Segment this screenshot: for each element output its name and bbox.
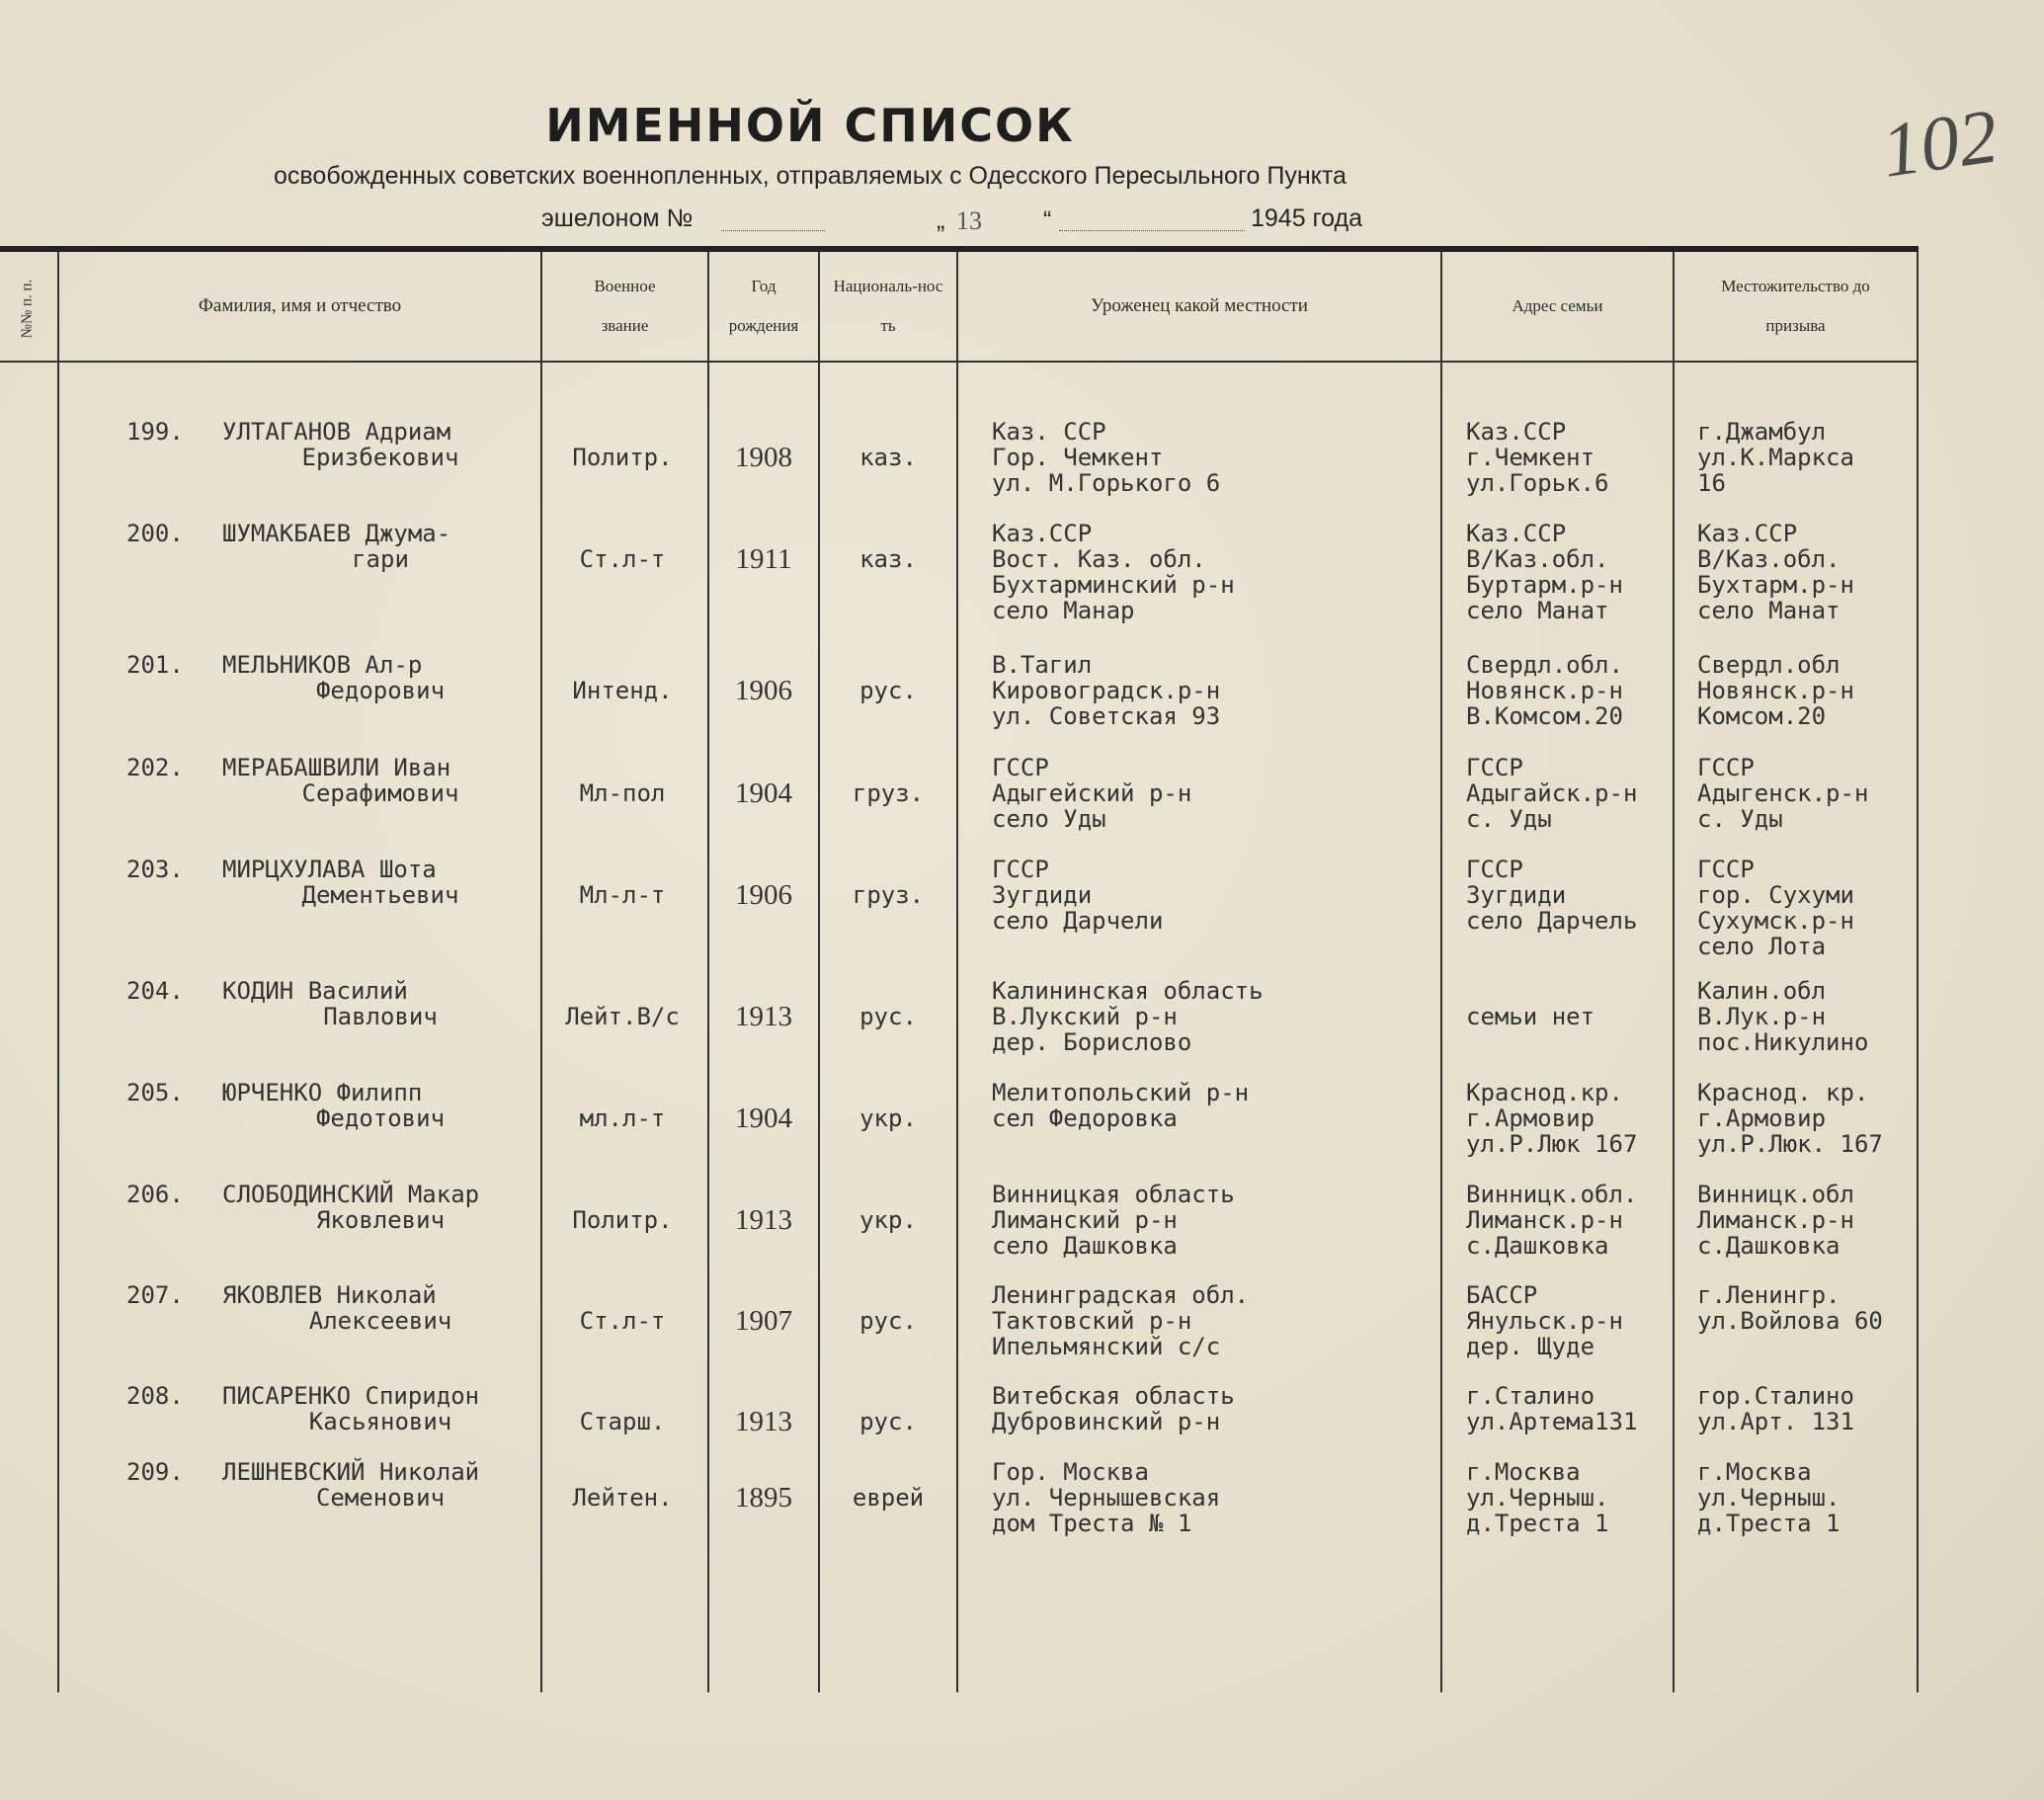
nationality: рус. (859, 677, 917, 704)
patronymic: Алексеевич (308, 1307, 452, 1335)
table-row (0, 978, 1919, 1077)
family-address-line: Янульск.р-н (1466, 1307, 1623, 1335)
birthplace-line: Калининская область (992, 977, 1264, 1005)
residence-line: ГССР (1697, 754, 1755, 781)
family-address-line: село Дарчель (1466, 907, 1638, 935)
family-address-line: с. Уды (1466, 805, 1552, 833)
patronymic: Касьянович (308, 1408, 452, 1435)
residence (1697, 521, 1854, 623)
row-number: 207. (126, 1281, 184, 1309)
surname-name: УЛТАГАНОВ Адриам (222, 418, 451, 446)
header-residence: Местожительство до призыва (1721, 277, 1870, 335)
family-address-line: В/Каз.обл. (1466, 545, 1609, 573)
residence-line: В.Лук.р-н (1697, 1003, 1827, 1030)
table-row (0, 755, 1919, 854)
family-address (1466, 978, 1594, 1029)
birthplace-line: Дубровинский р-н (992, 1408, 1221, 1435)
residence-line: село Манат (1697, 597, 1840, 624)
family-address-line: с.Дашковка (1466, 1232, 1609, 1260)
residence-line: В/Каз.обл. (1697, 545, 1840, 573)
patronymic: Федотович (315, 1105, 446, 1132)
family-address (1466, 1383, 1637, 1434)
birthplace-line: дом Треста № 1 (992, 1510, 1192, 1537)
surname-name: ЮРЧЕНКО Филипп (222, 1079, 423, 1106)
birthplace-line: ул. Чернышевская (992, 1484, 1221, 1512)
family-address-line: г.Чемкент (1466, 444, 1595, 471)
header-birthplace: Уроженец какой местности (1091, 295, 1308, 316)
residence-line: Свердл.обл (1697, 651, 1840, 679)
residence (1697, 978, 1868, 1055)
residence (1697, 1080, 1883, 1157)
military-rank: Ст.л-т (579, 545, 666, 573)
family-address (1466, 1080, 1637, 1157)
residence-line: ул.Арт. 131 (1697, 1408, 1854, 1435)
row-number: 200. (126, 520, 184, 547)
quote-open: „ (937, 206, 945, 234)
residence-line: с. Уды (1697, 805, 1783, 833)
birth-year: 1906 (735, 675, 792, 706)
residence-line: пос.Никулино (1697, 1028, 1869, 1056)
birthplace-line: Кировоградск.р-н (992, 677, 1221, 704)
residence-line: 16 (1697, 469, 1726, 497)
patronymic: гари (352, 545, 409, 573)
birthplace-line: ул. Советская 93 (992, 702, 1221, 730)
residence (1697, 1383, 1854, 1434)
birthplace-line: Вост. Каз. обл. (992, 545, 1206, 573)
birthplace (992, 755, 1191, 832)
residence-line: г.Москва (1697, 1458, 1812, 1486)
residence-line: ул.Войлова 60 (1697, 1307, 1883, 1335)
row-number: 205. (126, 1079, 184, 1106)
surname-name: СЛОБОДИНСКИЙ Макар (222, 1181, 480, 1208)
patronymic: Федорович (315, 677, 446, 704)
family-address-line: ГССР (1466, 754, 1523, 781)
row-number: 202. (126, 754, 184, 781)
birth-year: 1895 (735, 1482, 792, 1514)
military-rank: Старш. (579, 1408, 666, 1435)
residence-line: ГССР (1697, 856, 1755, 883)
residence (1697, 419, 1854, 496)
patronymic: Семенович (315, 1484, 446, 1512)
patronymic: Серафимович (301, 779, 459, 807)
birthplace (992, 978, 1264, 1055)
nationality: рус. (859, 1408, 917, 1435)
family-address-line: Адыгайск.р-н (1466, 779, 1638, 807)
table-row (0, 1282, 1919, 1381)
family-address (1466, 1282, 1623, 1359)
family-address (1466, 419, 1609, 496)
family-address-line: Лиманск.р-н (1466, 1206, 1623, 1234)
document-subtitle: освобожденных советских военнопленных, отправляемых с Одесского Пересыльного Пункта (274, 162, 1347, 190)
birthplace-line: Ипельмянский с/с (992, 1333, 1221, 1360)
birthplace-line: Ленинградская обл. (992, 1281, 1250, 1309)
patronymic: Яковлевич (315, 1206, 446, 1234)
header-name: Фамилия, имя и отчество (198, 295, 402, 316)
birthplace-line: Бухтарминский р-н (992, 571, 1235, 599)
family-address-line: д.Треста 1 (1466, 1510, 1609, 1537)
residence-line: Винницк.обл (1697, 1181, 1854, 1208)
family-address-line: Каз.ССР (1466, 418, 1567, 446)
nationality: груз. (852, 881, 925, 909)
family-address-line: Винницк.обл. (1466, 1181, 1638, 1208)
residence-line: Комсом.20 (1697, 702, 1827, 730)
family-address-line: семьи нет (1466, 1003, 1595, 1030)
residence (1697, 755, 1868, 832)
family-address-line: г.Сталино (1466, 1382, 1595, 1410)
row-number: 209. (126, 1458, 184, 1486)
nationality: рус. (859, 1003, 917, 1030)
birth-year: 1913 (735, 1204, 792, 1236)
birthplace-line: В.Лукский р-н (992, 1003, 1178, 1030)
family-address (1466, 755, 1637, 832)
birthplace-line: Каз. ССР (992, 418, 1106, 446)
residence (1697, 1282, 1883, 1334)
birthplace (992, 1182, 1235, 1259)
patronymic: Дементьевич (301, 881, 459, 909)
birthplace (992, 1080, 1249, 1131)
patronymic: Павлович (323, 1003, 438, 1030)
residence-line: гор.Сталино (1697, 1382, 1854, 1410)
header-family-address: Адрес семьи (1512, 296, 1603, 315)
birth-year: 1908 (735, 442, 792, 473)
military-rank: Лейт.В/с (565, 1003, 680, 1030)
family-address-line: Зугдиди (1466, 881, 1567, 909)
surname-name: КОДИН Василий (222, 977, 408, 1005)
birthplace-line: Мелитопольский р-н (992, 1079, 1250, 1106)
family-address-line: ул.Артема131 (1466, 1408, 1638, 1435)
family-address (1466, 1182, 1637, 1259)
military-rank: Лейтен. (572, 1484, 673, 1512)
family-address-line: БАССР (1466, 1281, 1538, 1309)
birth-year: 1907 (735, 1305, 792, 1337)
birthplace-line: село Дарчели (992, 907, 1164, 935)
residence-line: с.Дашковка (1697, 1232, 1840, 1260)
header-birth-year: Год рождения (728, 277, 799, 335)
residence-line: Сухумск.р-н (1697, 907, 1854, 935)
residence (1697, 652, 1854, 729)
military-rank: Политр. (572, 1206, 673, 1234)
birthplace (992, 1383, 1235, 1434)
residence-line: Краснод. кр. (1697, 1079, 1869, 1106)
residence-line: гор. Сухуми (1697, 881, 1854, 909)
birthplace-line: село Манар (992, 597, 1135, 624)
table-row (0, 419, 1919, 518)
residence-line: д.Треста 1 (1697, 1510, 1840, 1537)
military-rank: Политр. (572, 444, 673, 471)
family-address-line: г.Москва (1466, 1458, 1581, 1486)
family-address-line: Свердл.обл. (1466, 651, 1623, 679)
family-address-line: село Манат (1466, 597, 1609, 624)
family-address-line: Каз.ССР (1466, 520, 1567, 547)
birthplace-line: ГССР (992, 754, 1049, 781)
echelon-month-blank (1059, 230, 1245, 231)
family-address-line: Новянск.р-н (1466, 677, 1623, 704)
birthplace-line: ГССР (992, 856, 1049, 883)
row-number: 204. (126, 977, 184, 1005)
surname-name: ПИСАРЕНКО Спиридон (222, 1382, 480, 1410)
surname-name: ЯКОВЛЕВ Николай (222, 1281, 437, 1309)
residence-line: Каз.ССР (1697, 520, 1798, 547)
birthplace (992, 1282, 1249, 1359)
residence-line: Бухтарм.р-н (1697, 571, 1854, 599)
surname-name: ШУМАКБАЕВ Джума- (222, 520, 451, 547)
military-rank: Интенд. (572, 677, 673, 704)
family-address (1466, 652, 1623, 729)
family-address-line: ул.Р.Люк 167 (1466, 1130, 1638, 1158)
birthplace (992, 521, 1235, 623)
row-number: 201. (126, 651, 184, 679)
document-title: ИМЕННОЙ СПИСОК (545, 99, 1075, 152)
military-rank: Ст.л-т (579, 1307, 666, 1335)
birthplace-line: В.Тагил (992, 651, 1093, 679)
nationality: каз. (859, 545, 917, 573)
residence-line: г.Джамбул (1697, 418, 1827, 446)
birthplace-line: Адыгейский р-н (992, 779, 1192, 807)
birthplace (992, 857, 1163, 934)
military-rank: Мл-л-т (579, 881, 666, 909)
table-row (0, 1459, 1919, 1558)
echelon-label: эшелоном № (541, 205, 694, 232)
birthplace-line: Лиманский р-н (992, 1206, 1178, 1234)
birthplace (992, 652, 1220, 729)
table-row (0, 856, 1919, 960)
residence-line: г.Ленингр. (1697, 1281, 1840, 1309)
birthplace-line: Гор. Москва (992, 1458, 1149, 1486)
nationality: каз. (859, 444, 917, 471)
birthplace-line: Каз.ССР (992, 520, 1093, 547)
birthplace (992, 419, 1220, 496)
surname-name: МЕРАБАШВИЛИ Иван (222, 754, 451, 781)
birthplace-line: село Уды (992, 805, 1106, 833)
patronymic: Еризбекович (301, 444, 459, 471)
family-address-line: ГССР (1466, 856, 1523, 883)
birthplace-line: Гор. Чемкент (992, 444, 1164, 471)
family-address (1466, 857, 1637, 934)
birthplace-line: село Дашковка (992, 1232, 1178, 1260)
family-address (1466, 1459, 1609, 1536)
birthplace-line: Витебская область (992, 1382, 1235, 1410)
table-row (0, 1182, 1919, 1280)
birth-year: 1911 (735, 543, 792, 575)
surname-name: МЕЛЬНИКОВ Ал-р (222, 651, 423, 679)
residence-line: Новянск.р-н (1697, 677, 1854, 704)
surname-name: МИРЦХУЛАВА Шота (222, 856, 437, 883)
nationality: еврей (852, 1484, 925, 1512)
birthplace-line: Винницкая область (992, 1181, 1235, 1208)
echelon-day: 13 (956, 206, 982, 235)
birthplace-line: Тактовский р-н (992, 1307, 1192, 1335)
archive-page-number: 102 (1876, 92, 2003, 194)
residence (1697, 1182, 1854, 1259)
header-num: №№ п. п. (19, 279, 36, 338)
table-header-rule (0, 361, 1919, 363)
residence-line: Адыгенск.р-н (1697, 779, 1869, 807)
family-address-line: дер. Щуде (1466, 1333, 1595, 1360)
residence-line: Калин.обл (1697, 977, 1827, 1005)
surname-name: ЛЕШНЕВСКИЙ Николай (222, 1458, 480, 1486)
birthplace-line: дер. Борислово (992, 1028, 1192, 1056)
family-address (1466, 521, 1623, 623)
residence (1697, 857, 1854, 959)
military-rank: мл.л-т (579, 1105, 666, 1132)
family-address-line: В.Комсом.20 (1466, 702, 1623, 730)
family-address-line: Краснод.кр. (1466, 1079, 1623, 1106)
birthplace-line: Зугдиди (992, 881, 1093, 909)
row-number: 203. (126, 856, 184, 883)
military-rank: Мл-пол (579, 779, 666, 807)
nationality: укр. (859, 1105, 917, 1132)
birth-year: 1904 (735, 777, 792, 809)
residence-line: ул.К.Маркса (1697, 444, 1854, 471)
residence-line: ул.Р.Люк. 167 (1697, 1130, 1883, 1158)
family-address-line: ул.Горьк.6 (1466, 469, 1609, 497)
echelon-number-blank (721, 230, 825, 231)
birth-year: 1913 (735, 1001, 792, 1032)
birth-year: 1904 (735, 1103, 792, 1134)
row-number: 208. (126, 1382, 184, 1410)
residence-line: село Лота (1697, 933, 1827, 960)
birthplace (992, 1459, 1220, 1536)
family-address-line (1466, 978, 1594, 1004)
residence-line: Лиманск.р-н (1697, 1206, 1854, 1234)
quote-close: “ (1043, 206, 1052, 234)
birthplace-line: ул. М.Горького 6 (992, 469, 1221, 497)
family-address-line: ул.Черныш. (1466, 1484, 1609, 1512)
residence-line: г.Армовир (1697, 1105, 1827, 1132)
nationality: груз. (852, 779, 925, 807)
family-address-line: Буртарм.р-н (1466, 571, 1623, 599)
row-number: 199. (126, 418, 184, 446)
birth-year: 1906 (735, 879, 792, 911)
table-row (0, 652, 1919, 751)
row-number: 206. (126, 1181, 184, 1208)
echelon-year: 1945 года (1251, 205, 1362, 232)
echelon-line (541, 205, 1391, 238)
nationality: укр. (859, 1206, 917, 1234)
table-row (0, 520, 1919, 624)
nationality: рус. (859, 1307, 917, 1335)
family-address-line: г.Армовир (1466, 1105, 1595, 1132)
residence (1697, 1459, 1840, 1536)
birthplace-line: сел Федоровка (992, 1105, 1178, 1132)
table-row (0, 1080, 1919, 1179)
header-nationality: Националь-ность (833, 277, 943, 335)
birth-year: 1913 (735, 1406, 792, 1437)
header-rank: Военное звание (594, 277, 656, 335)
residence-line: ул.Черныш. (1697, 1484, 1840, 1512)
